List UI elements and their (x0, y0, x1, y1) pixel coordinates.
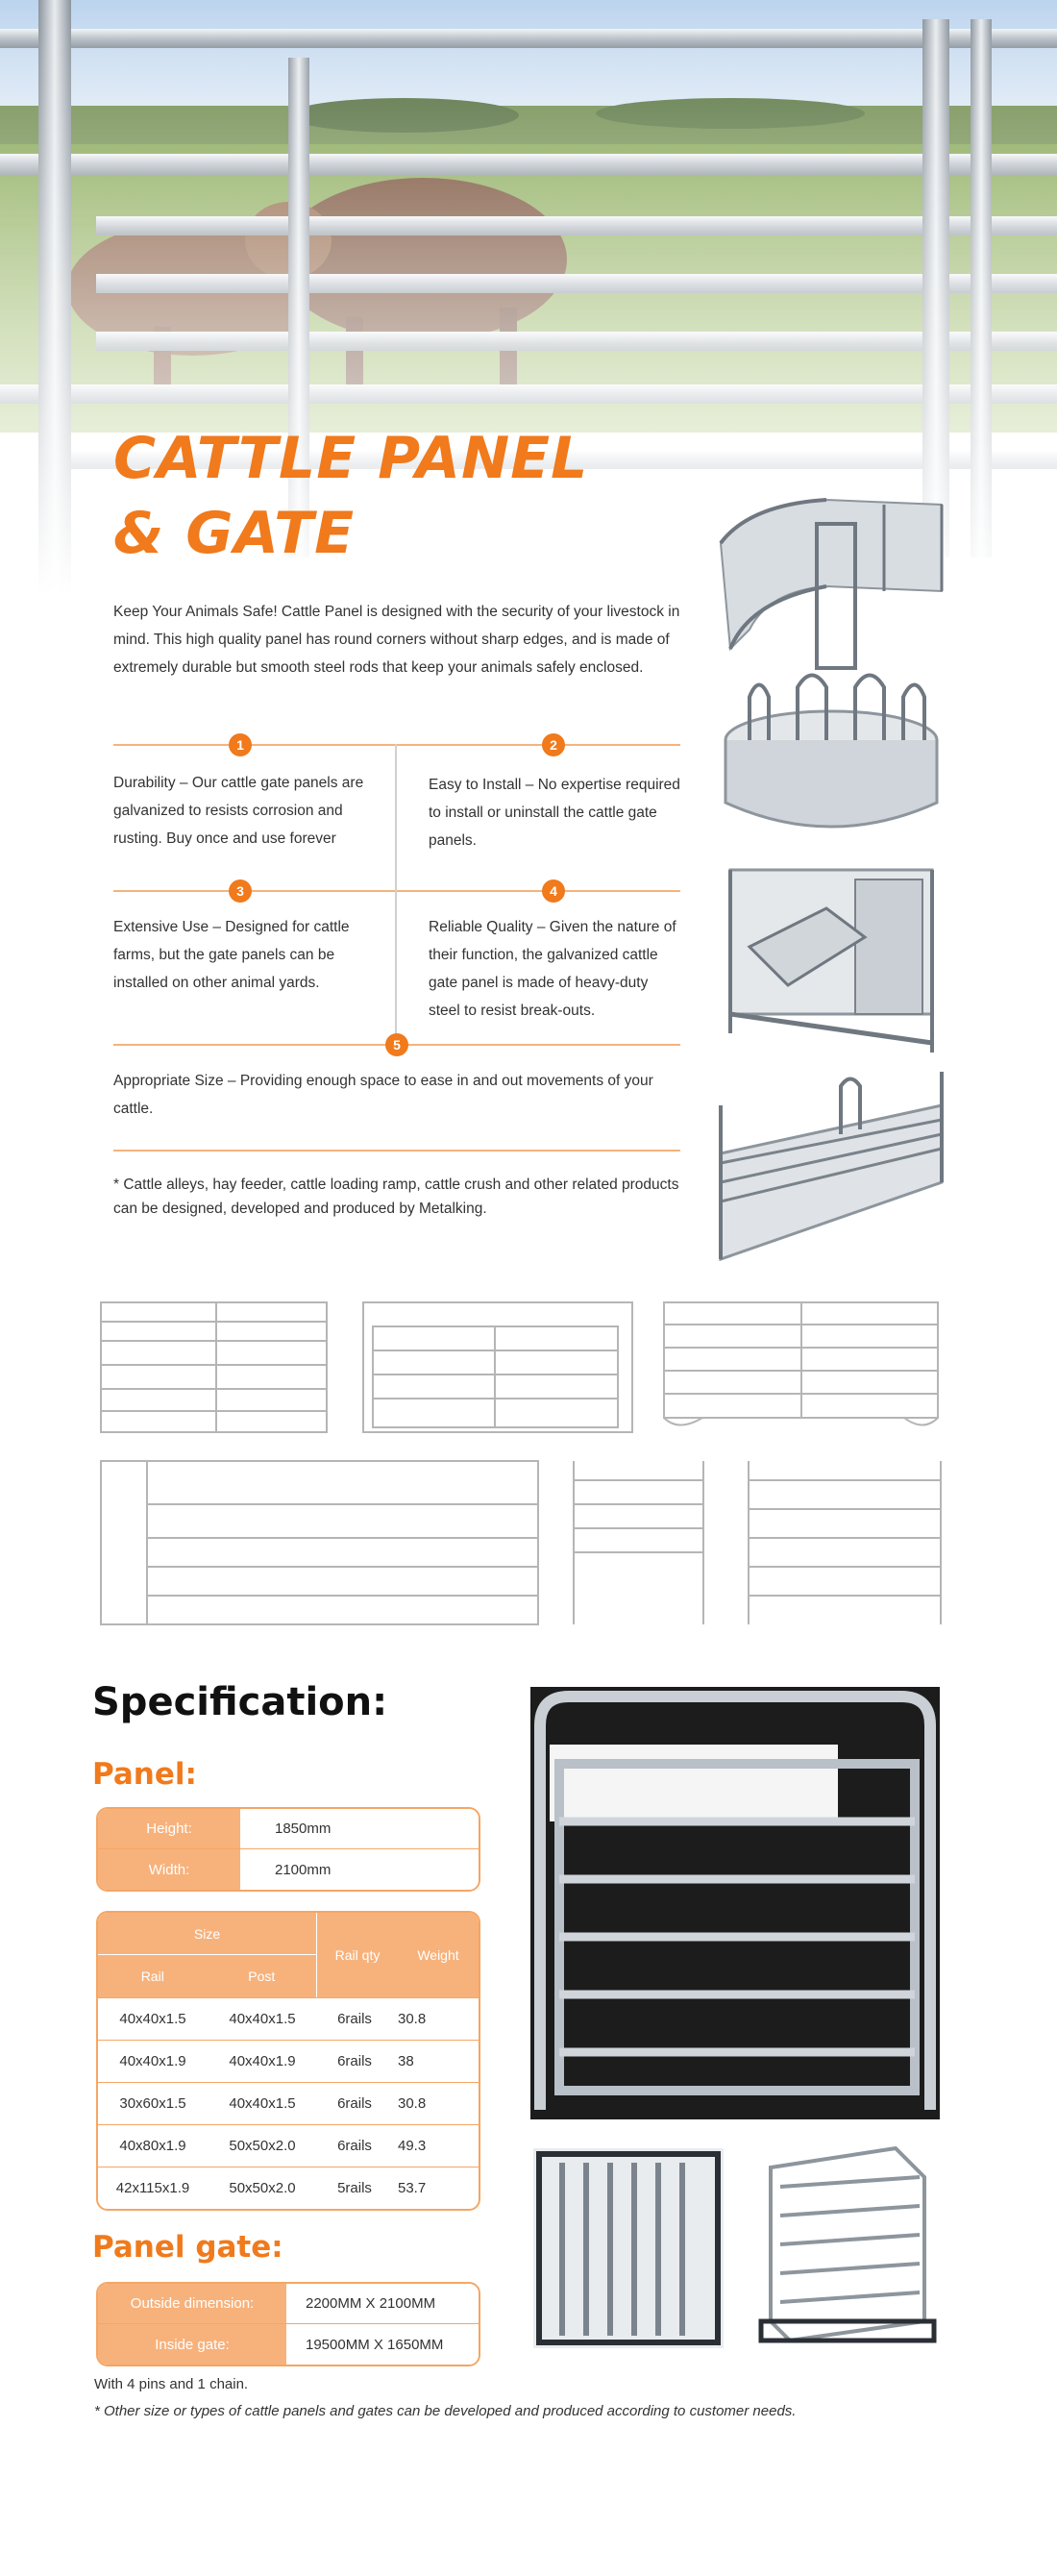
panel-heading: Panel: (92, 1757, 197, 1792)
gate-dimensions-table (96, 2282, 480, 2366)
rail-qty-cell: 6rails (337, 2011, 372, 2027)
table-row (98, 2167, 479, 2209)
table-row (98, 1997, 479, 2040)
table-row (98, 2284, 479, 2324)
panel-drawing-3 (659, 1298, 947, 1440)
divider (113, 744, 680, 746)
table-row (98, 2040, 479, 2082)
dimension-label: Inside gate: (98, 2324, 286, 2365)
table-row (98, 2324, 479, 2365)
cattle-alley-product-image (711, 485, 951, 673)
dimension-label: Height: (98, 1809, 240, 1848)
divider (113, 1150, 680, 1152)
weight-cell: 49.3 (398, 2138, 427, 2154)
loading-ramp-product-image (711, 1067, 951, 1264)
weight-cell: 30.8 (398, 2095, 427, 2112)
post-cell: 40x40x1.9 (229, 2053, 296, 2069)
products-note: * Cattle alleys, hay feeder, cattle loading ramp, cattle crush and other related products can be designed, developed and produced by Metalking. (113, 1177, 679, 1217)
post-cell: 40x40x1.5 (229, 2011, 296, 2027)
panel-gate-heading: Panel gate: (92, 2230, 283, 2265)
feature-text: Extensive Use – Designed for cattle farms, but the gate panels can be installed on other animal yards. (113, 919, 350, 991)
divider (113, 890, 680, 892)
page-title (113, 421, 709, 571)
feature-number-badge: 1 (229, 733, 252, 756)
features-grid (113, 731, 680, 1163)
gate-accessories-note: With 4 pins and 1 chain. (94, 2376, 249, 2392)
panel-drawing-2 (356, 1298, 640, 1440)
table-row (98, 2082, 479, 2124)
feature-number-badge: 2 (542, 733, 565, 756)
cattle-crush-product-image (711, 851, 951, 1057)
rail-qty-cell: 5rails (337, 2180, 372, 2196)
hay-feeder-product-image (711, 668, 951, 841)
panel-size-table (96, 1911, 480, 2211)
panel-product-photo (530, 1687, 940, 2119)
rail-cell: 42x115x1.9 (115, 2180, 190, 2196)
post-cell: 40x40x1.5 (229, 2095, 296, 2112)
dimension-value: 19500MM X 1650MM (286, 2324, 479, 2365)
weight-cell: 38 (398, 2053, 414, 2069)
weight-cell: 30.8 (398, 2011, 427, 2027)
divider (395, 744, 397, 1048)
table-row (98, 1849, 479, 1890)
dimension-value: 1850mm (240, 1809, 479, 1848)
stacked-panels-photo (533, 2148, 724, 2348)
rail-qty-header: Rail qty (334, 1947, 381, 1963)
post-cell: 50x50x2.0 (229, 2138, 296, 2154)
weight-header: Weight (417, 1947, 459, 1963)
post-cell: 50x50x2.0 (229, 2180, 296, 2196)
dimension-value: 2200MM X 2100MM (286, 2284, 479, 2323)
dimension-label: Width: (98, 1849, 240, 1890)
dimension-label: Outside dimension: (98, 2284, 286, 2323)
table-header (98, 1913, 479, 1997)
post-header: Post (248, 1969, 276, 1984)
panel-drawing-4 (96, 1456, 548, 1629)
title-line-2: & GATE (113, 500, 356, 567)
specification-heading: Specification: (92, 1680, 388, 1724)
rail-qty-cell: 6rails (337, 2053, 372, 2069)
feature-text: Reliable Quality – Given the nature of their function, the galvanized cattle gate panel is made of heavy-duty steel to resist break-outs. (429, 919, 676, 1019)
feature-number-badge: 3 (229, 879, 252, 903)
feature-text: Appropriate Size – Providing enough space to ease in and out movements of your cattle. (113, 1073, 653, 1117)
feature-text: Easy to Install – No expertise required to install or uninstall the cattle gate panels. (429, 777, 680, 849)
rail-cell: 30x60x1.5 (119, 2095, 186, 2112)
weight-cell: 53.7 (398, 2180, 427, 2196)
dimension-value: 2100mm (240, 1849, 479, 1890)
panel-drawing-5 (569, 1456, 711, 1629)
rail-qty-cell: 6rails (337, 2095, 372, 2112)
rail-cell: 40x40x1.5 (119, 2011, 186, 2027)
size-header: Size (98, 1913, 316, 1955)
panel-drawing-1 (96, 1298, 336, 1440)
panel-dimensions-table (96, 1807, 480, 1892)
rail-cell: 40x40x1.9 (119, 2053, 186, 2069)
packed-gates-photo (751, 2139, 942, 2348)
feature-text: Durability – Our cattle gate panels are galvanized to resists corrosion and rusting. Buy once and use forever (113, 775, 364, 847)
feature-number-badge: 4 (542, 879, 565, 903)
panel-drawing-6 (744, 1456, 947, 1629)
rail-header: Rail (140, 1969, 164, 1984)
custom-order-note: * Other size or types of cattle panels and gates can be developed and produced according to customer needs. (94, 2403, 797, 2419)
feature-number-badge: 5 (385, 1033, 408, 1056)
rail-cell: 40x80x1.9 (119, 2138, 186, 2154)
table-row (98, 1809, 479, 1849)
table-row (98, 2124, 479, 2167)
title-line-1: CATTLE PANEL (113, 425, 589, 492)
rail-qty-cell: 6rails (337, 2138, 372, 2154)
intro-paragraph: Keep Your Animals Safe! Cattle Panel is designed with the security of your livestock in mind. This high quality panel has round corners without sharp edges, and is made of extremely durable but smooth steel rods that keep your animals safely enclosed. (113, 604, 680, 676)
